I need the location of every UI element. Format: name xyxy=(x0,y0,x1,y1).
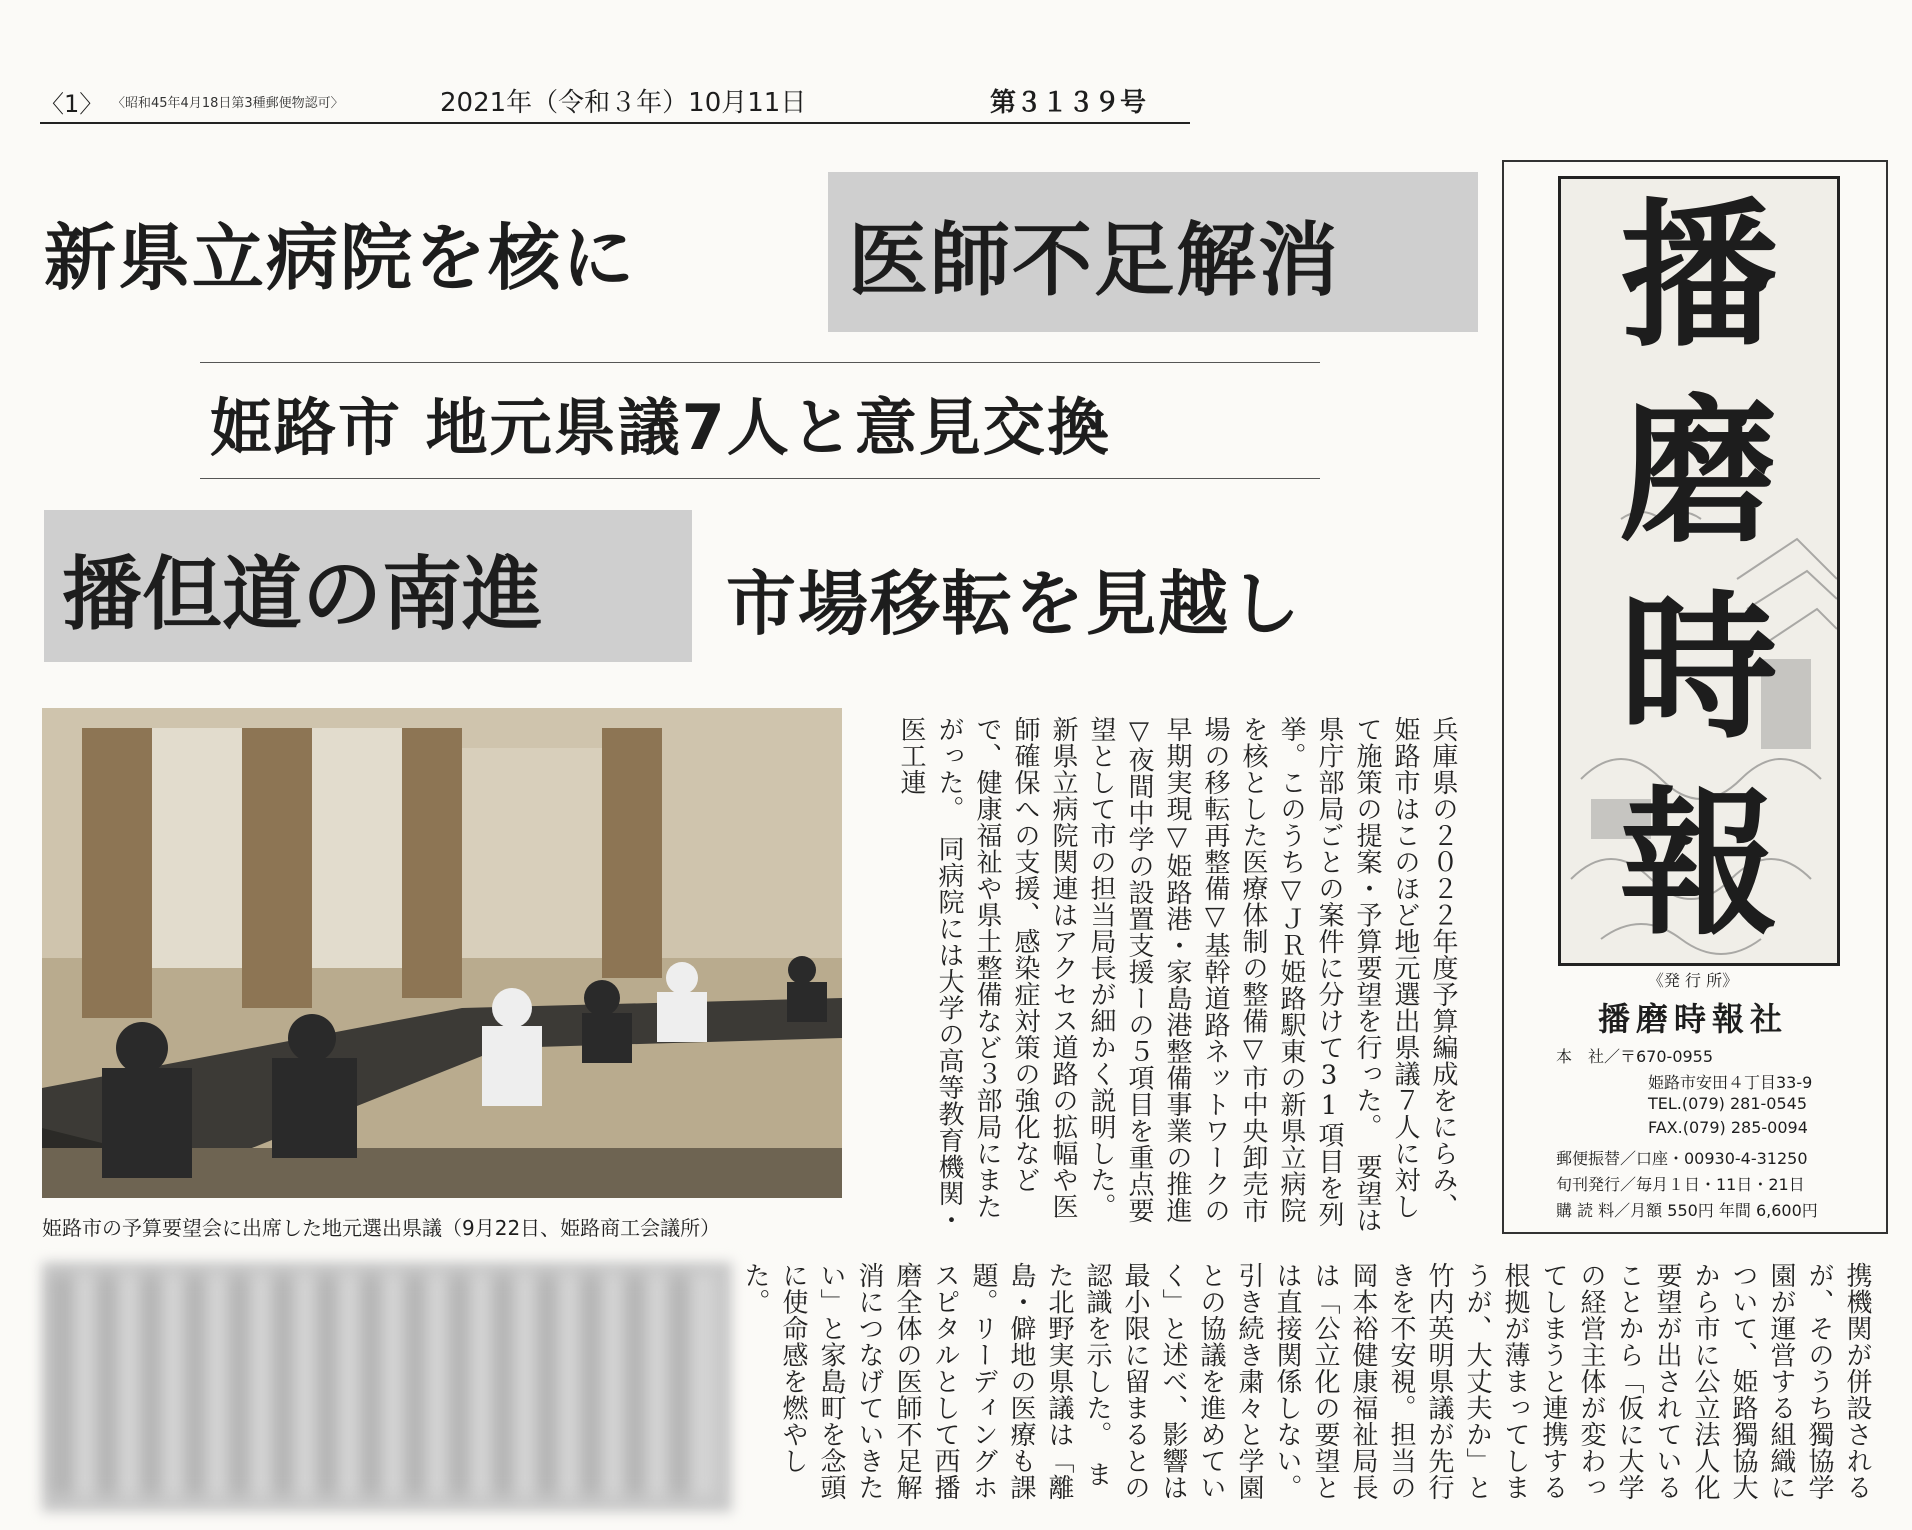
headline-third-b: 市場移転を見越し xyxy=(726,562,1302,645)
page-number: 〈1〉 xyxy=(40,90,104,118)
publisher-schedule: 旬刊発行／毎月１日・11日・21日 xyxy=(1556,1175,1805,1194)
photo-caption: 姫路市の予算要望会に出席した地元選出県議（9月22日、姫路商工会議所） xyxy=(42,1216,721,1240)
publisher-tel: TEL.(079) 281-0545 xyxy=(1648,1094,1808,1113)
publisher-subscription: 購 読 料／月額 550円 年間 6,600円 xyxy=(1556,1201,1818,1220)
article-body-top: 兵庫県の２０２２年度予算編成をにらみ、姫路市はこのほど地元選出県議７人に対して施策の提案・予算要望を行った。 要望は県庁部局ごとの案件に分けて31項目を列挙。このうち▽ＪＲ姫路駅東の新県立病院を核とした医療体制の整備▽市中央卸売市場の移転再整備▽基幹道路ネットワークの早期実現▽姫路港・家島港整備事業の推進▽夜間中学の設置支援ーの５項目を重点要望として市の担当局長が細かく説明した。 新県立病院関連はアクセス道路の拡幅や医師確保への支援、感染症対策の強化などで、健康福祉や県土整備など３部局にまたがった。 同病院には大学の高等教育機関・医工連 xyxy=(896,716,1458,1233)
masthead-title xyxy=(1561,179,1837,963)
divider xyxy=(200,362,1320,363)
masthead-char: 播 xyxy=(1620,184,1778,369)
headline-sub: 姫路市 地元県議7人と意見交換 xyxy=(210,391,1111,464)
headline-main-a: 新県立病院を核に xyxy=(44,215,637,300)
headline-third-a: 播但道の南進 xyxy=(62,548,542,641)
masthead-char: 時 xyxy=(1620,576,1778,761)
article-body-bottom: 携機関が併設されるが、そのうち獨協学園が運営する組織について、姫路獨協大から市に公立法人化要望が出されていることから「仮に大学の経営主体が変わってしまうと連携する根拠が薄まってしまうが、大丈夫か」と竹内英明県議が先行きを不安視。担当の岡本裕健康福祉局長は「公立化の要望とは直接関係しない。引き続き粛々と学園との協議を進めていく」と述べ、影響は最小限に留まるとの認識を示した。 また北野実県議は「離島・僻地の医療も課題。リーディングホスピタルとして西播磨全体の医師不足解消につなげていきたい」と家島町を念頭に使命感を燃やした。 xyxy=(740,1262,1872,1501)
issue-date: 2021年（令和３年）10月11日 xyxy=(440,88,807,118)
blurred-advertisement-texture xyxy=(52,1275,712,1495)
meeting-photo-illustration xyxy=(42,708,842,1198)
publisher-address-label: 本 社／〒670-0955 xyxy=(1556,1047,1714,1066)
issue-number: 第３１３９号 xyxy=(990,88,1147,118)
masthead xyxy=(1558,176,1840,966)
masthead-char: 報 xyxy=(1620,772,1778,957)
divider xyxy=(200,478,1320,479)
meeting-photo xyxy=(42,708,842,1198)
publisher-label: 《発 行 所》 xyxy=(1647,971,1739,990)
masthead-char: 磨 xyxy=(1620,380,1778,565)
publisher-name: 播磨時報社 xyxy=(1597,1000,1788,1038)
publisher-postal-account: 郵便振替／口座・00930-4-31250 xyxy=(1556,1149,1808,1168)
publisher-address: 姫路市安田４丁目33-9 xyxy=(1648,1073,1813,1092)
newspaper-header xyxy=(40,78,1190,124)
postal-permit: 〈昭和45年4月18日第3種郵便物認可〉 xyxy=(112,96,344,111)
publisher-fax: FAX.(079) 285-0094 xyxy=(1648,1118,1808,1137)
headline-main-b: 医師不足解消 xyxy=(848,213,1340,307)
